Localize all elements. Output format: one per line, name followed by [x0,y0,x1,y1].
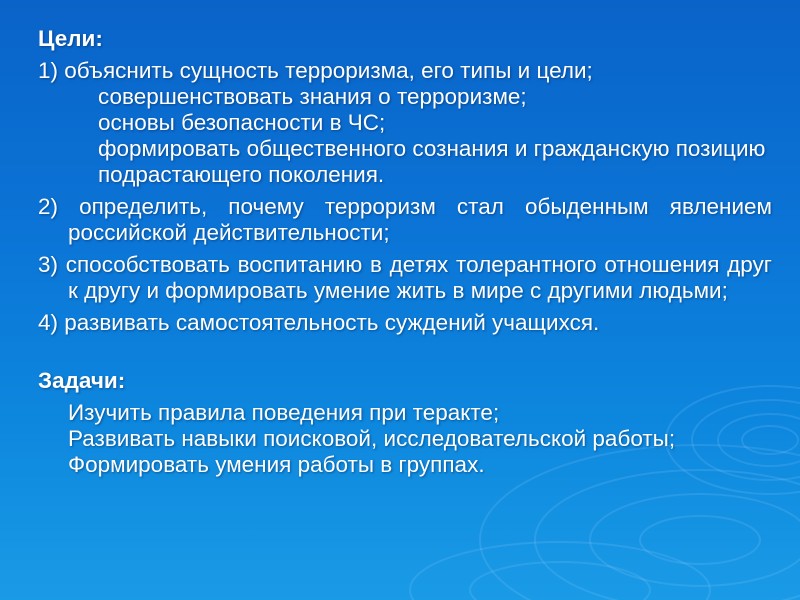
goals-heading: Цели: [38,26,103,51]
task-item-1: Изучить правила поведения при теракте; [68,400,500,425]
tasks-heading: Задачи: [38,368,126,393]
task-item-3: Формировать умения работы в группах. [68,452,485,477]
goal-item-3: 3) способствовать воспитанию в детях толерантного отношения друг к другу и формировать умение жить в мире с другими людьми; [38,252,772,303]
section-spacer [38,342,772,368]
goal-1-line-2: совершенствовать знания о терроризме; [98,84,527,109]
goal-1-line-3: основы безопасности в ЧС; [98,110,386,135]
goal-1-line-4: формировать общественного сознания и гражданскую позицию подрастающего поколения. [98,136,766,187]
task-item-2: Развивать навыки поисковой, исследовательской работы; [68,426,676,451]
goal-1-first-line: 1) объяснить сущность терроризма, его типы и цели; [38,58,593,83]
slide-content [38,26,772,478]
goal-item-4: 4) развивать самостоятельность суждений учащихся. [38,310,600,335]
goal-item-2: 2) определить, почему терроризм стал обыденным явлением российской действительности; [38,194,772,245]
goal-item-1 [38,58,772,188]
